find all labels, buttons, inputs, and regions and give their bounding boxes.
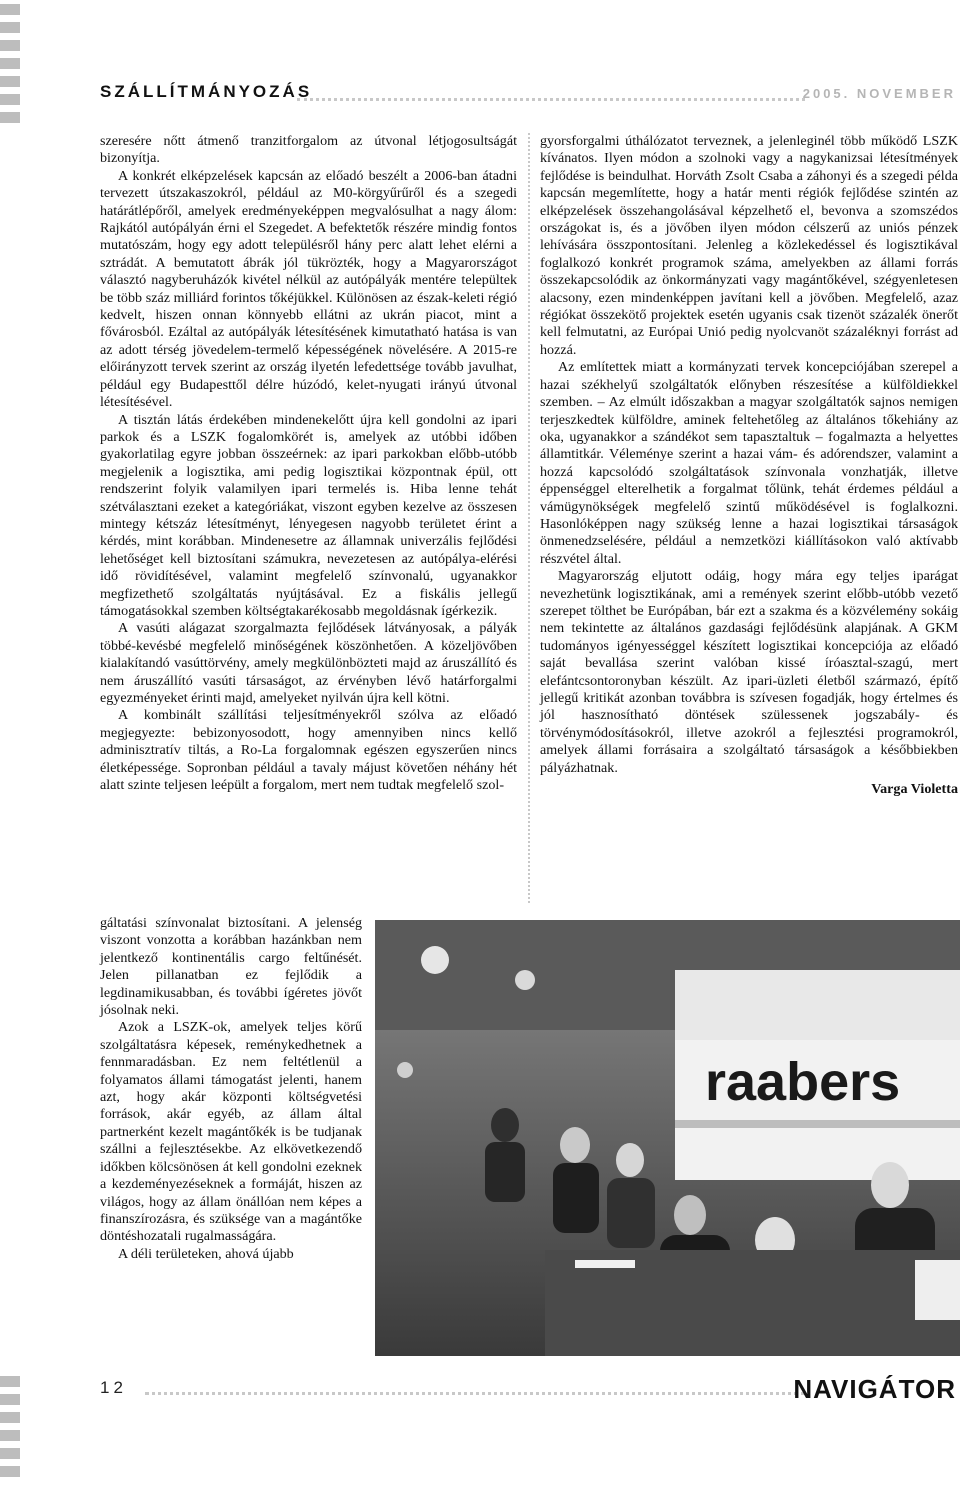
article-column-right: [540, 133, 958, 798]
footer-dotted-rule: [145, 1392, 805, 1395]
column-divider: [528, 133, 530, 903]
conference-photo-illustration: [375, 920, 960, 1356]
conference-photo: [375, 920, 960, 1356]
paragraph: A déli területeken, ahová újabb: [118, 1245, 294, 1262]
paragraph: gáltatási színvonalat biztosítani. A jelenség viszont vonzotta a korábban hazánkban nem jelentkező kontinentális cargo feltűnését. Jelen pillanatban ez fejlődik a legdinamikusabban, és további ígéretes jövőt jósolnak neki.: [100, 915, 362, 1019]
author-byline: Varga Violetta: [871, 781, 958, 798]
paragraph: A konkrét elképzelések kapcsán az előadó beszélt a 2006-ban átadni tervezett útszakaszokról, például az M0-körgyűrűről és a szegedi határátlépőről, amelyek eredményeképpen megvalósulhat a nagy álom: Rajkától autópályán érni el Szegedet. A befektetők részére mindig fontos mutatószám, hogy egy adott településről hány perc alatt lehet elérni a sztrádát. A bemutatott ábrák jól tükrözték, hogy a Magyarországot választó nagyberuházók kivétel nélkül az autópályák mentére települtek be több száz milliárd forintos tőkéjükkel. Különösen az észak-keleti régió kedvelt, hiszen onnan könnyebb ellátni az ukrán piacot, mint a fővárosból. Ezáltal az autópályák létesítésének kimutatható hatása is van az adott térség jövedelem-termelő képességének növelésére. A 2015-re előirányzott tervek szerint az ország ilyetén lefedettsége tovább javulhat, például egy Budapesttől délre húzódó, kelet-nyugati irányú útvonal létesítésével.: [100, 167, 517, 411]
paragraph: A kombinált szállítási teljesítményekről szólva az előadó megjegyezte: bebizonyosodott, hogy amennyiben nincs kellő adminisztratív tiltás, a Ro-La forgalomnak egészen egyszerűen nincs életképessége. Sopronban például a tavaly májust követően néhány hét alatt szinte teljesen leépült a forgalom, mert nem tudtak megfelelő szol-: [100, 707, 517, 794]
article-column-left-narrow: [100, 915, 362, 1263]
header-dotted-rule: [297, 98, 805, 101]
paragraph: Azok a LSZK-ok, amelyek teljes körű szolgáltatásra képesek, reménykedhetnek a fennmaradásban. Ez nem feltétlenül a folyamatos állami támogatást jelenti, hanem azt, hogy akár központi költségvetési források, akár egyéb, az állam által partnerként kezelt magántőkék is be tudjanak szállni a fejlesztésekbe. Az elkövetkezendő időkben kölcsönösen át kell gondolni ezeknek a kezdeményezéseknek a formáját, hiszen az világos, hogy az állam önállóan nem képes a finanszírozásra, és szüksége van a magántőke döntéshozatali rugalmasságára.: [100, 1019, 362, 1245]
issue-date: 2005. NOVEMBER: [802, 86, 956, 101]
article-column-left: [100, 133, 517, 794]
paragraph: Az említettek miatt a kormányzati tervek koncepciójában szerepel a hazai székhelyű szolgáltatók előnyben részesítése a külföldiekkel szemben. – Az elmúlt időszakban a magyar szolgáltatók sajnos nemigen terjeszkedtek külföldre, aminek feltehetőleg az általános tőkehiány az oka, ugyanakkor a szándékot sem tapasztaltuk – fogalmazta a helyettes államtitkár. Véleménye szerint a hazai vám- és adórendszer, valamint a hozzá kapcsolódó szolgáltatások színvonala vonzhatják, illetve éppenséggel elterelhetik a forgalmat tőlünk, tehát érdemes például a vámügynökségek megfelelő szintű működésével is foglalkozni. Hasonlóképpen nagy szükség lenne a hazai logisztikai társaságok önmenedzselésére, például a nemzetközi kiállításokon való aktívabb részvétel által.: [540, 359, 958, 567]
margin-decoration-top: [0, 4, 20, 130]
margin-decoration-bottom: [0, 1376, 20, 1484]
page-number: 12: [100, 1378, 127, 1397]
section-title: SZÁLLÍTMÁNYOZÁS: [100, 82, 313, 101]
paragraph: szeresére nőtt átmenő tranzitforgalom az útvonal létjogosultságát bizonyítja.: [100, 133, 517, 167]
paragraph: gyorsforgalmi úthálózatot terveznek, a jelenleginél több működő LSZK kívánatos. Ilyen módon a szolnoki vagy a nagykanizsai létesítmények fejlődése is beindulhat. Horváth Zsolt Csaba a záhonyi és a szegedi példa kapcsán megemlítette, hogy a határ menti régiók fejlődése szintén az elképzelések összehangolásával képzelhető el, bevonva a szomszédos országokat is, és a jövőben ilyen módon célszerű az uniós pénzek lehívására összpontosítani. Jelenleg a közlekedéssel és logisztikával foglalkozó konkrét programok száma, amelyekben az állami forrás összekapcsolódik az önkormányzati vagy magántőkével, szégyenletesen alacsony, ezen mindenképpen javítani kell a jövőben. Megfelelő, azaz régiókat összekötő projektek esetén ugyanis csak tizenöt százalék önerőt kell felmutatni, az Európai Unió pedig nyolcvanöt százaléknyi forrást ad hozzá.: [540, 133, 958, 358]
paragraph: A vasúti alágazat szorgalmazta fejlődések látványosak, a pályák többé-kevésbé megfelelő minőségének köszönhetően. A közeljövőben kialakítandó vasúttörvény, amely megkülönbözteti majd az áruszállító és nem áruszállító vasúti társaságot, az érvényben lévő határforgalmi egyezményeket érinti majd, amelyeket nyilván újra kell kötni.: [100, 620, 517, 706]
paragraph: Magyarország eljutott odáig, hogy mára egy teljes iparágat nevezhetünk logisztikának, ami a remények szerint előbb-utóbb vezető szerepet tölthet be Európában, bár ezt a szakma és a közvélemény sokáig nem tekintette az általános gazdasági fejlődésünk alapjának. A GKM tudományos igényességgel készített logisztikai koncepciója az előadó saját bevallása szerint valóban kissé íróasztal-szagú, mert elefántcsontoronyban készült. Az ipari-üzleti életből származó, építő jellegű kritikát azonban továbbra is szívesen fogadják, hogy értelmes és jól hasznosítható döntések szülessenek jogszabály- és törvénymódosításokról, illetve azokról a fejlesztési programokról, amelyek állami forrásaira a szolgáltató társaságok a későbbiekben pályázhatnak.: [540, 568, 958, 776]
paragraph: A tisztán látás érdekében mindenekelőtt újra kell gondolni az ipari parkok és a LSZK fogalomkörét is, amelyek az utóbbi időben gyakorlatilag egyre jobban összeérnek: az ipari parkokban előbb-utóbb megjelenik a logisztika, ami pedig logisztikai központnak épül, ott rendszerint folyik valamilyen ipari termelés is. Hiba lenne tehát szétválasztani ezeket a kategóriákat, viszont egyben kezelve az összesen mintegy kétszáz létesítményt, lényegesen nagyobb területet érint a kérdés, mint korábban. Mindenesetre az államnak univerzális fejlődési lehetőséget kell biztosítani számukra, nevezetesen az autópálya-elérési idő rövidítésével, valamint megfelelő színvonalú, ugyanakkor megfizethető szolgáltatás nyújtásával. Ez a fiskális jellegű támogatásokkal szemben költségtakarékosabb megoldásnak ígérkezik.: [100, 411, 517, 619]
magazine-logo: NAVIGÁTOR: [793, 1374, 956, 1404]
banner-text: raabers: [705, 1052, 901, 1112]
